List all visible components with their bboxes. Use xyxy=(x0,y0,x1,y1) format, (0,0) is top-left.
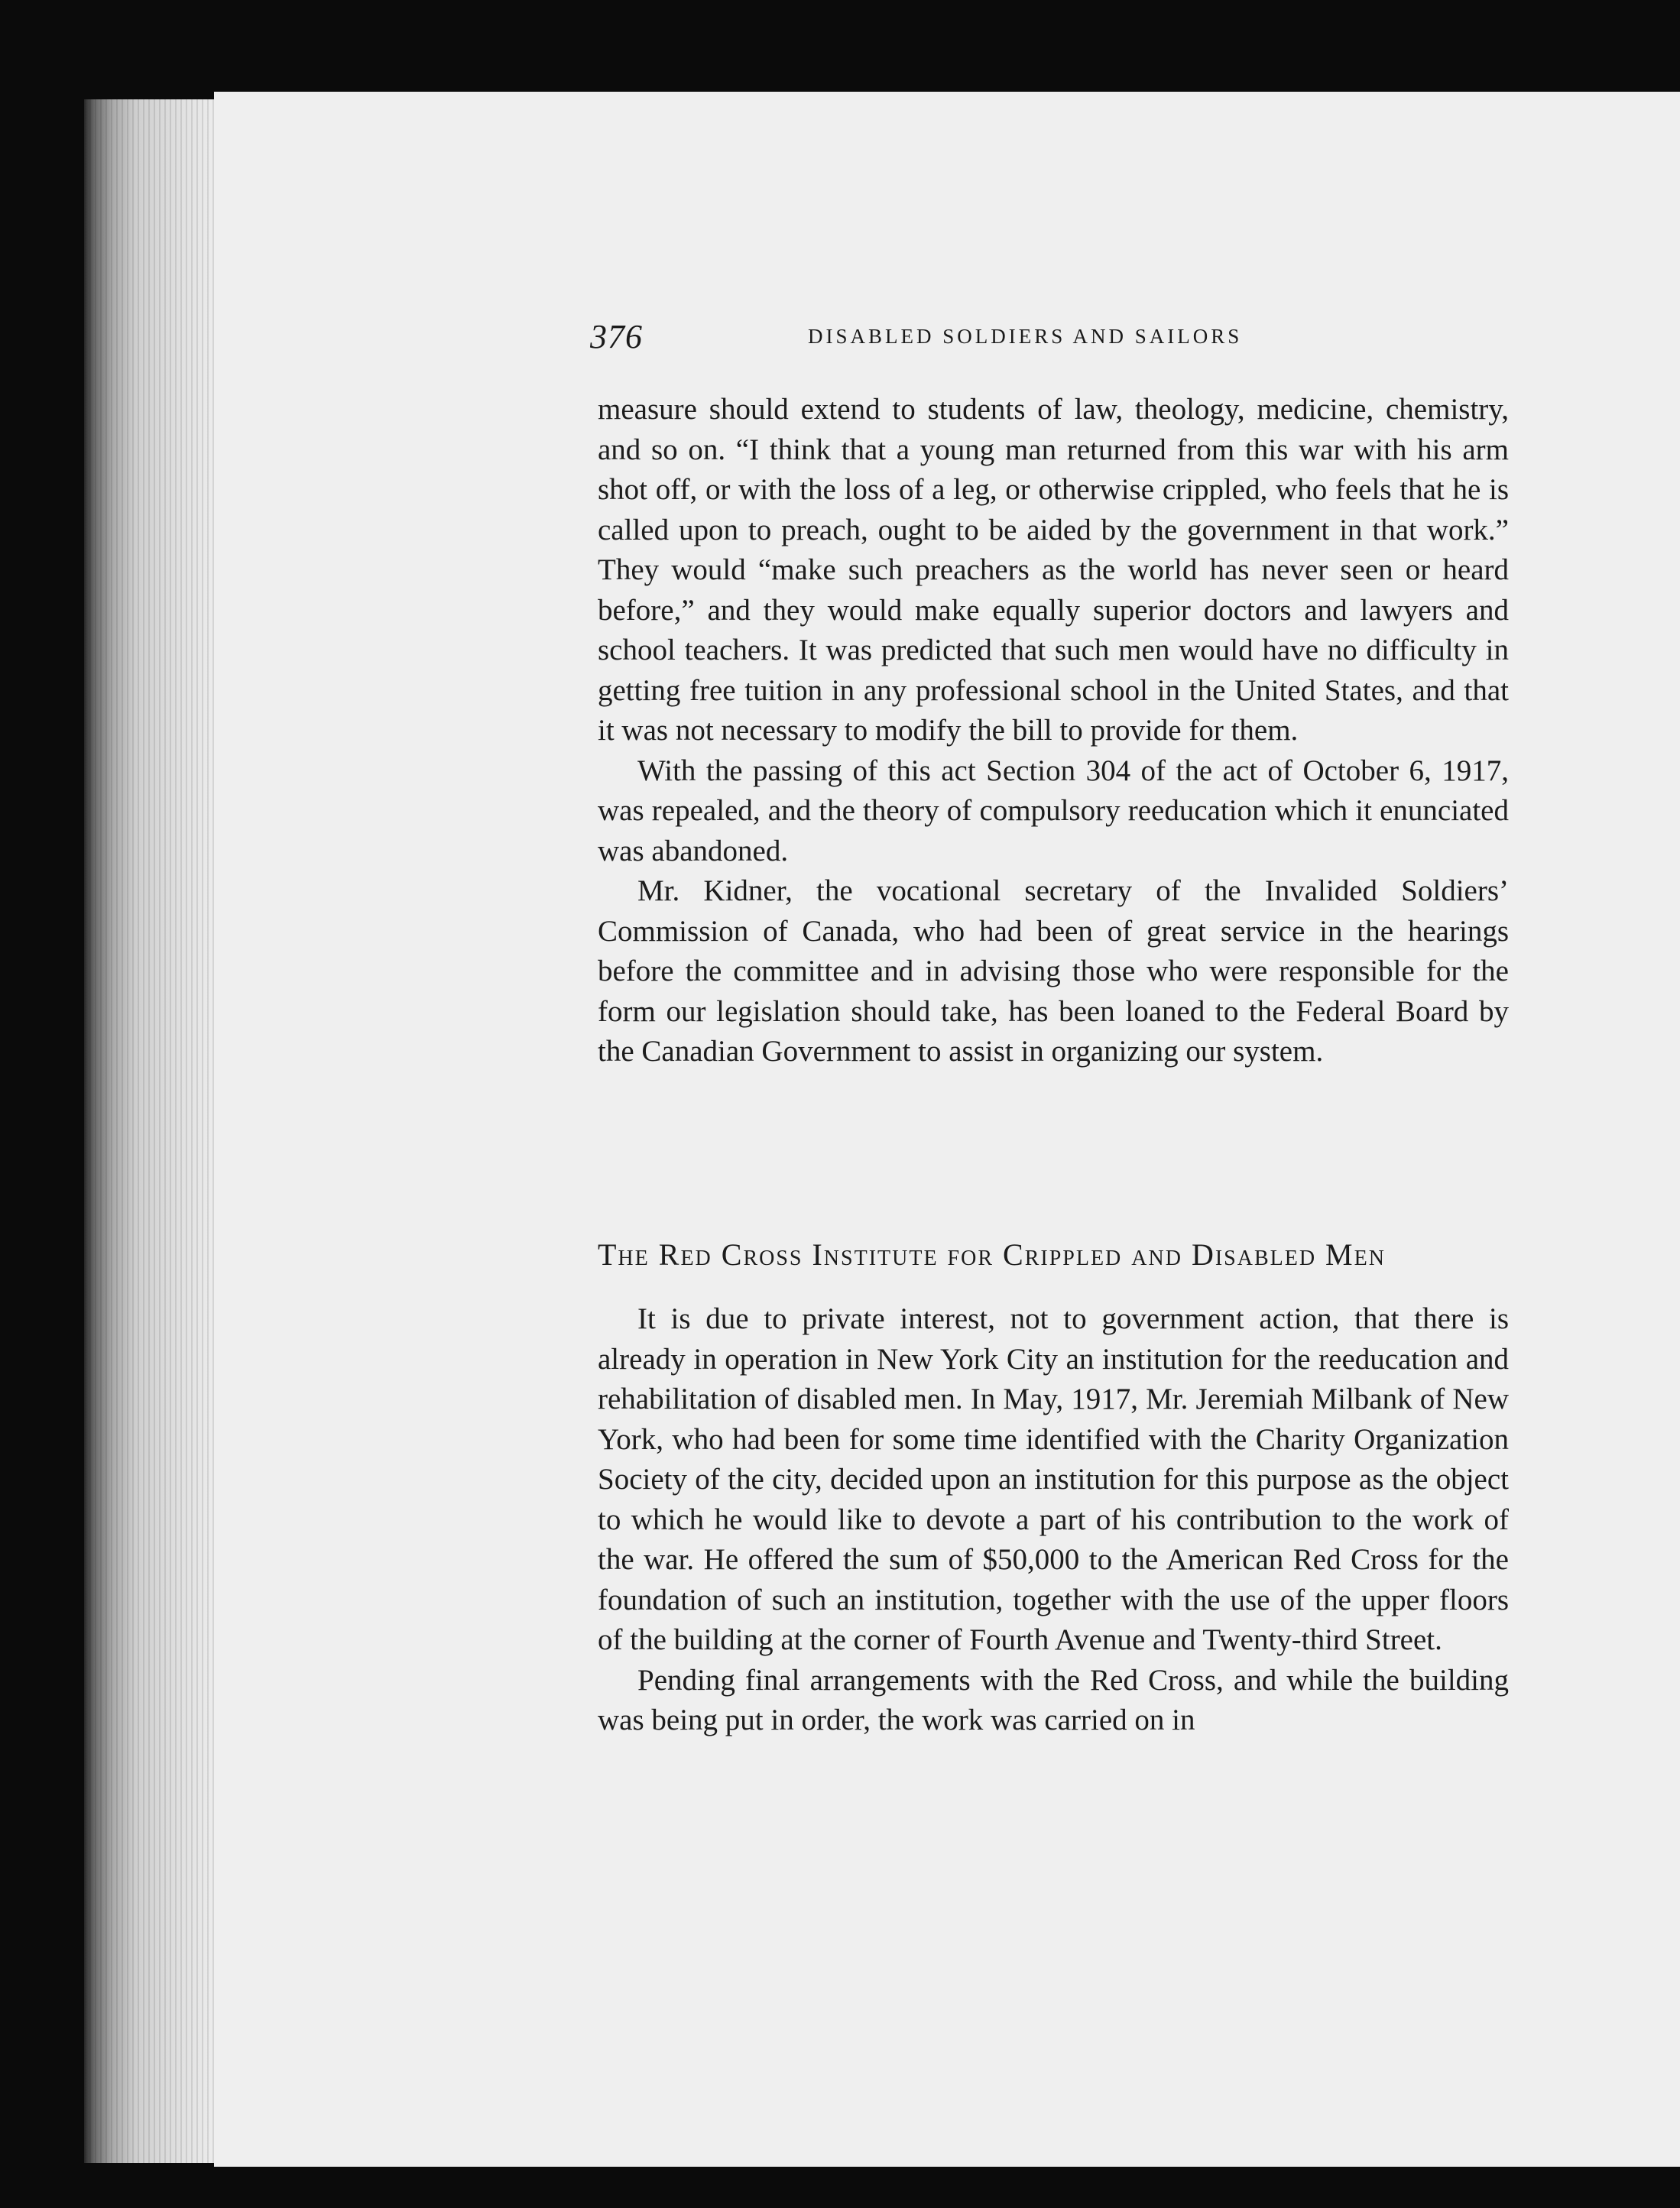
section-title: The Red Cross Institute for Crippled and Disabled Men xyxy=(598,1237,1386,1272)
paragraph: measure should extend to students of law, theology, medicine, chemistry, and so on. “I think that a young man returned from this war with his arm shot off, or with the loss of a leg, or otherwise crippled, who feels that he is called upon to preach, ought to be aided by the government in that work.” They would “make such preachers as the world has never seen or heard before,” and they would make equally superior doctors and lawyers and school teachers. It was predicted that such men would have no difficulty in getting free tuition in any professional school in the United States, and that it was not necessary to modify the bill to provide for them. xyxy=(598,393,1509,747)
paragraph: Mr. Kidner, the vocational secretary of the Invalided Soldiers’ Commission of Canada, who had been of great service in the hearings before the committee and in advising those who were responsible for the form our legislation should take, has been loaned to the Federal Board by the Canadian Government to assist in organizing our system. xyxy=(598,874,1509,1068)
paragraph: With the passing of this act Section 304 of the act of October 6, 1917, was repealed, and the theory of compulsory reeducation which it enunciated was abandoned. xyxy=(598,754,1509,867)
paragraph: Pending final arrangements with the Red Cross, and while the building was being put in order, the work was carried on in xyxy=(598,1663,1509,1736)
running-head: DISABLED SOLDIERS AND SAILORS xyxy=(808,325,1243,348)
book-page-edges xyxy=(84,99,214,2163)
paragraph: It is due to private interest, not to government action, that there is already in operation in New York City an institution for the reeducation and rehabilitation of disabled men. In May, 1917, Mr. Jeremiah Milbank of New York, who had been for some time identified with the Charity Organization Society of the city, decided upon an institution for this purpose as the object to which he would like to devote a part of his contribution to the work of the war. He offered the sum of $50,000 to the American Red Cross for the foundation of such an institution, together with the use of the upper floors of the building at the corner of Fourth Avenue and Twenty-third Street. xyxy=(598,1302,1509,1656)
page-header xyxy=(590,317,1507,363)
page-number: 376 xyxy=(590,318,643,355)
body-text-top xyxy=(598,390,1509,1072)
body-text-bottom xyxy=(598,1299,1509,1741)
